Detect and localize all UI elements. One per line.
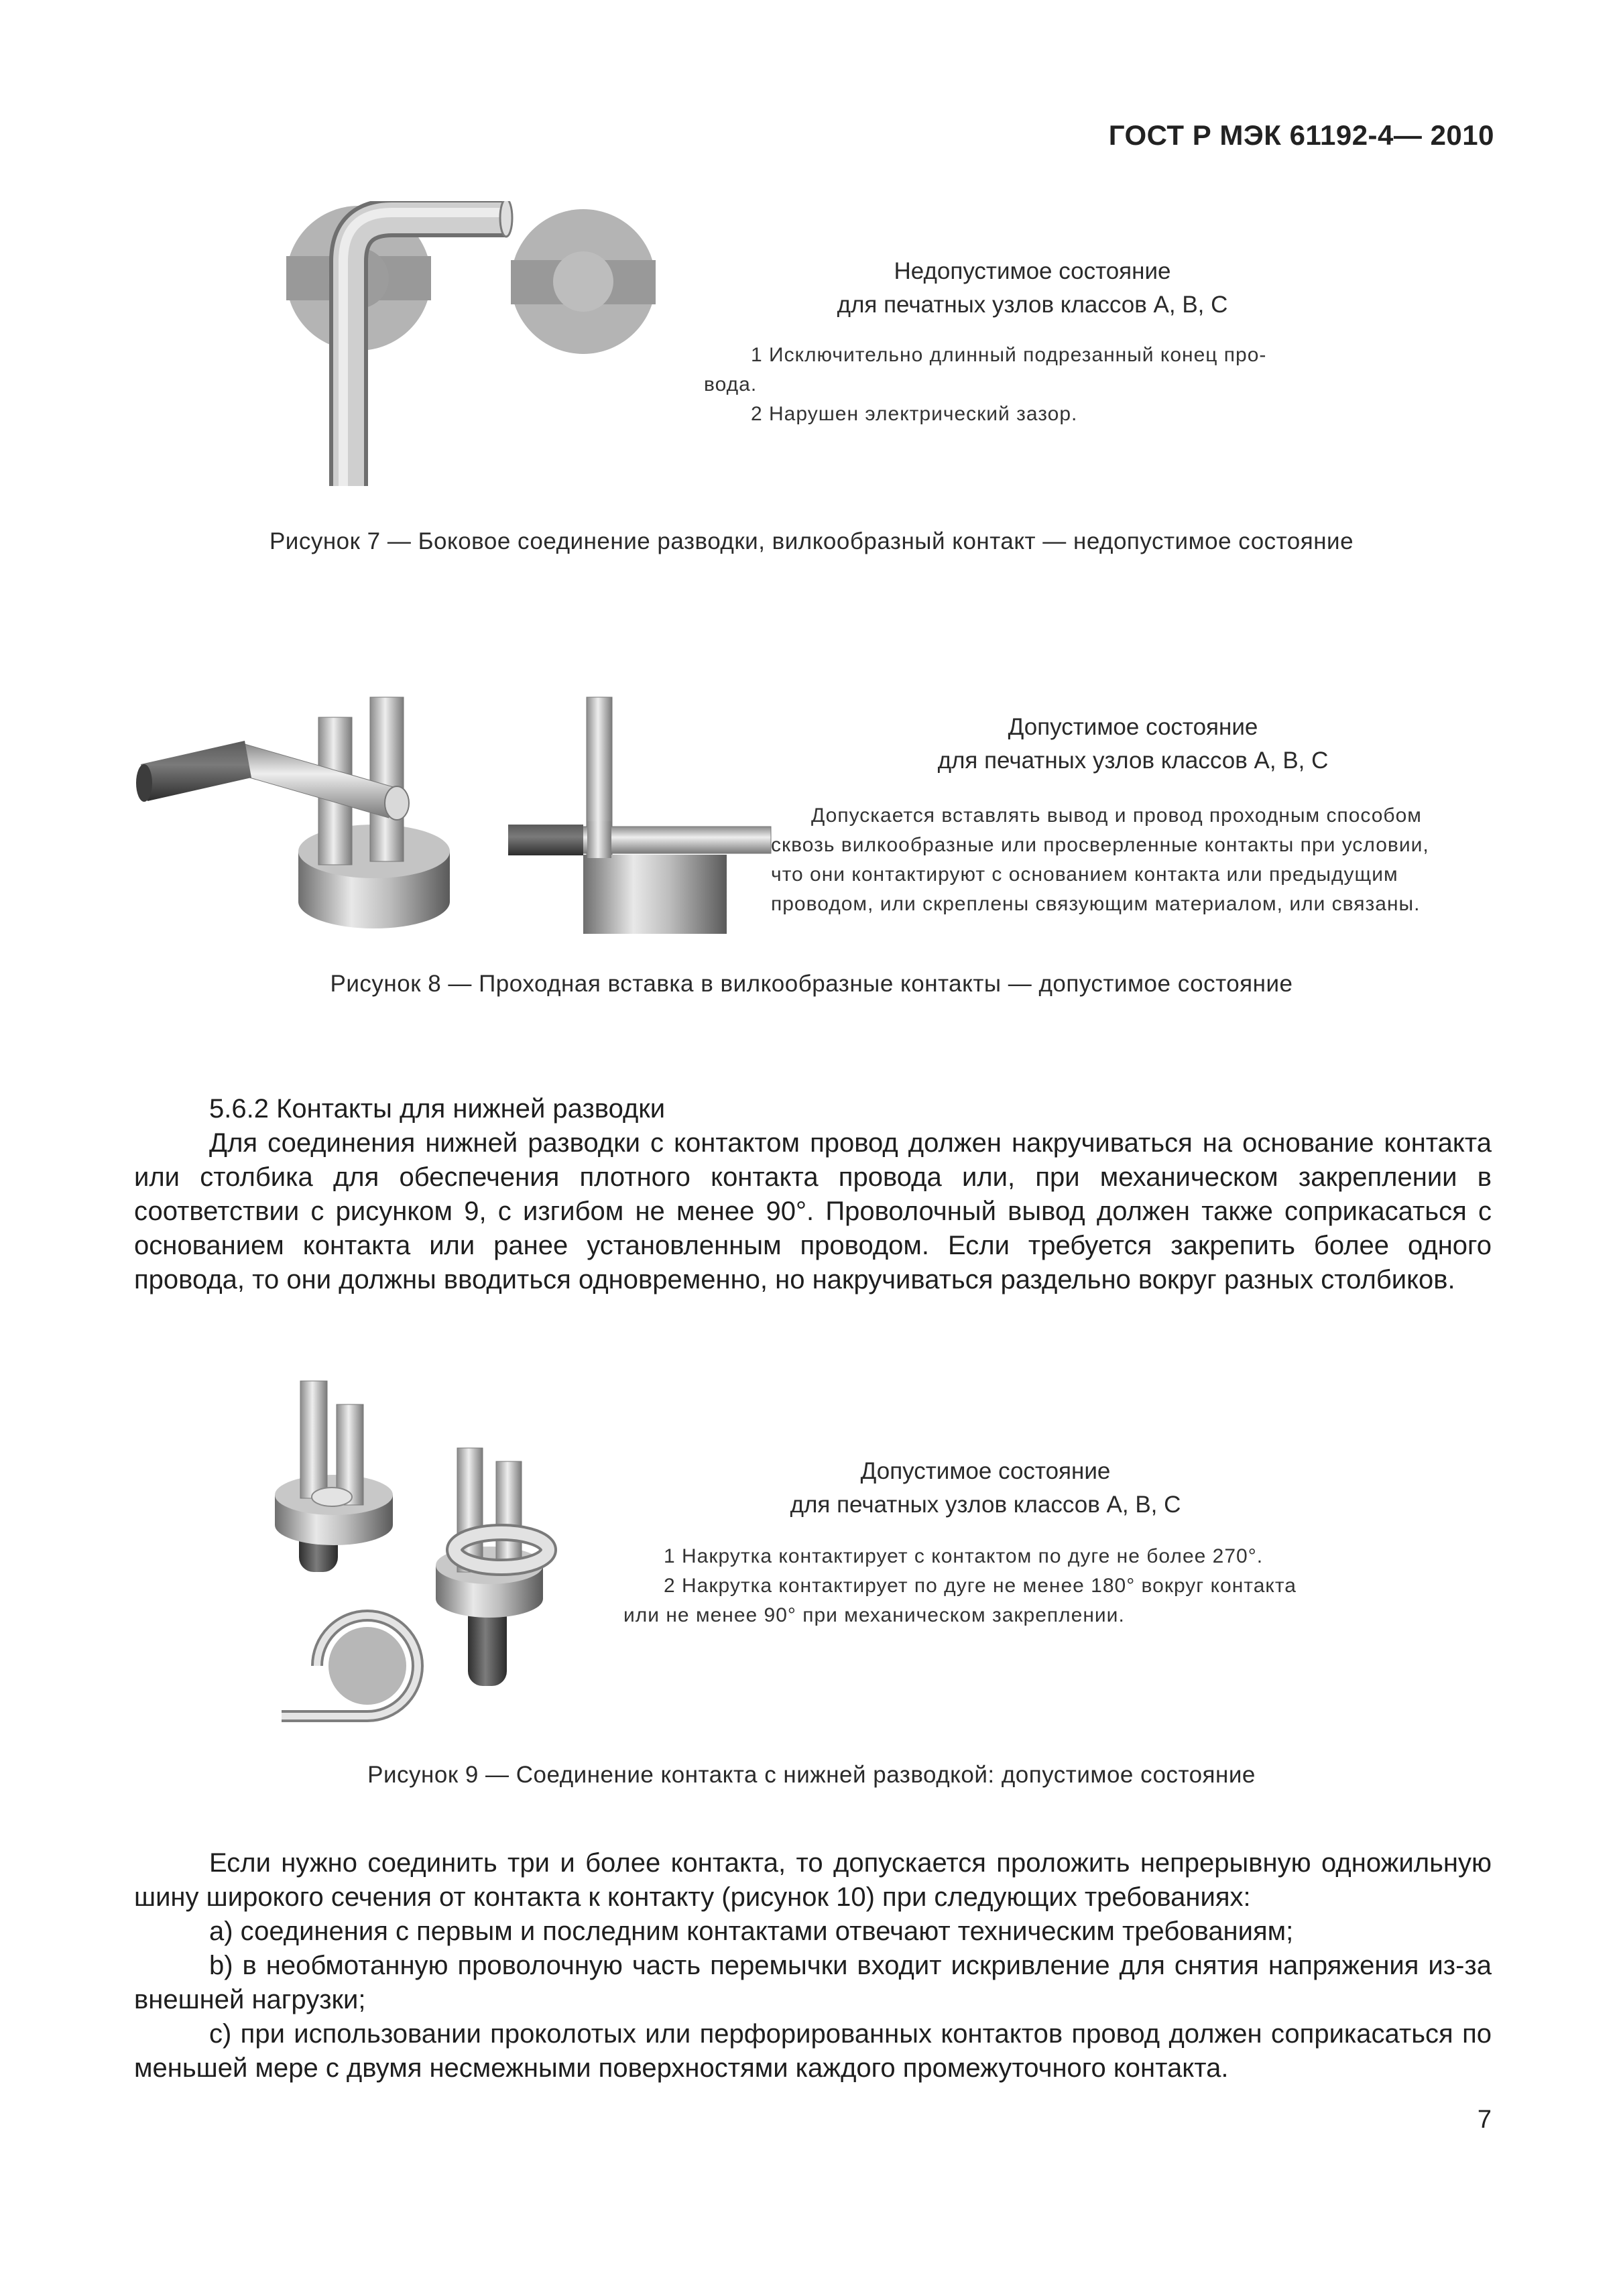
figure-8-state-title: Допустимое состояние — [1008, 714, 1258, 740]
figure-7-state-title: Недопустимое состояние — [894, 258, 1171, 284]
requirement-b: b) в необмотанную проволочную часть перемычки входит искривление для снятия напряжения из-за внешней нагрузки; — [134, 1951, 1492, 2014]
figure-9-note-1: 1 Накрутка контактирует с контактом по дуге не более 270°. — [664, 1545, 1264, 1567]
figure-7-note-2: 2 Нарушен электрический зазор. — [751, 403, 1078, 425]
closing-intro: Если нужно соединить три и более контакта, то допускается проложить непрерывную одножильную шину широкого сечения от контакта к контакту (рисунок 10) при следующих требованиях: — [134, 1848, 1492, 1912]
figure-9-note-2-cont: или не менее 90° при механическом закреплении. — [623, 1604, 1125, 1626]
figure-8-state-classes: для печатных узлов классов А, В, С — [937, 747, 1329, 774]
figure-8-desc-line-1: Допускается вставлять вывод и провод проходным способом — [811, 804, 1422, 827]
figure-7-state-classes: для печатных узлов классов А, В, С — [837, 292, 1228, 318]
page-number: 7 — [1477, 2106, 1492, 2134]
figure-8-desc-line-2: сквозь вилкообразные или просверленные контакты при условии, — [771, 834, 1429, 856]
figure-7-note-1: 1 Исключительно длинный подрезанный конец про- — [751, 344, 1267, 366]
figure-7-illustration — [282, 201, 684, 496]
section-heading: 5.6.2 Контакты для нижней разводки — [209, 1094, 666, 1124]
figure-9-note-2: 2 Накрутка контактирует по дуге не менее 180° вокруг контакта — [664, 1575, 1297, 1597]
figure-7-caption: Рисунок 7 — Боковое соединение разводки, вилкообразный контакт — недопустимое состояние — [269, 528, 1354, 554]
figure-7-note-1-cont: вода. — [704, 373, 758, 396]
figure-9-illustration — [275, 1374, 677, 1723]
figure-8-illustration — [134, 684, 804, 939]
figure-9-caption: Рисунок 9 — Соединение контакта с нижней разводкой: допустимое состояние — [367, 1762, 1256, 1788]
document-header: ГОСТ Р МЭК 61192-4— 2010 — [1108, 119, 1494, 151]
figure-8-desc-line-4: проводом, или скреплены связующим материалом, или связаны. — [771, 893, 1421, 915]
figure-8-caption: Рисунок 8 — Проходная вставка в вилкообразные контакты — допустимое состояние — [330, 971, 1293, 997]
figure-8-desc-line-3: что они контактируют с основанием контакта или предыдущим — [771, 863, 1398, 886]
section-paragraph: Для соединения нижней разводки с контактом провод должен накручиваться на основание контакта или столбика для обеспечения плотного контакта провода или, при механическом закреплении в соответствии с рисунком 9, с изгибом не менее 90°. Проволочный вывод должен также соприкасаться с основанием контакта или ранее установленным проводом. Если требуется закрепить более одного провода, то они должны вводиться одновременно, но накручиваться раздельно вокруг разных столбиков. — [134, 1128, 1492, 1294]
figure-9-state-title: Допустимое состояние — [860, 1458, 1111, 1484]
figure-9-state-classes: для печатных узлов классов А, В, С — [790, 1492, 1181, 1518]
requirement-a: а) соединения с первым и последним контактами отвечают техническим требованиям; — [209, 1917, 1294, 1946]
requirement-c: с) при использовании проколотых или перфорированных контактов провод должен соприкасаться по меньшей мере с двумя несмежными поверхностями каждого промежуточного контакта. — [134, 2019, 1492, 2083]
